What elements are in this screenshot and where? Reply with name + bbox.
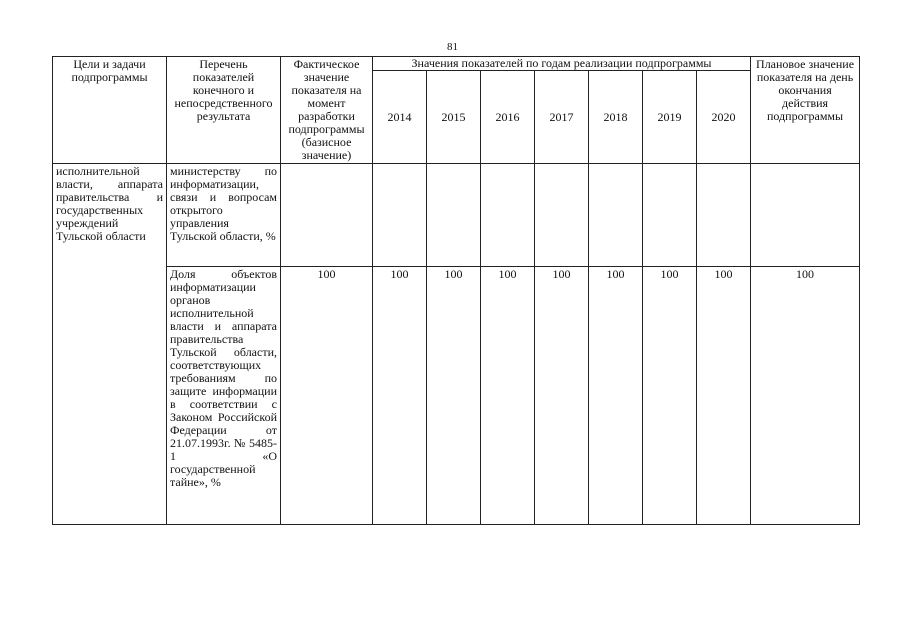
year-value-cell <box>373 164 427 267</box>
goal-cell: исполнительной власти, аппарата правительства и государственных учреждений Тульской области <box>53 164 167 525</box>
header-year-2016: 2016 <box>481 71 535 164</box>
indicator-cell: министерству по информатизации, связи и вопросам открытого управления Тульской области, % <box>167 164 281 267</box>
year-value-cell: 100 <box>427 267 481 525</box>
header-period-group: Значения показателей по годам реализации подпрограммы <box>373 57 751 71</box>
table-row <box>53 164 860 267</box>
year-value-cell <box>535 164 589 267</box>
year-value-cell: 100 <box>643 267 697 525</box>
year-value-cell: 100 <box>481 267 535 525</box>
year-value-cell <box>481 164 535 267</box>
header-year-2020: 2020 <box>697 71 751 164</box>
header-actual-value: Фактическое значение показателя на момент разработки подпрограммы (базисное значение) <box>281 57 373 164</box>
header-year-2017: 2017 <box>535 71 589 164</box>
year-value-cell <box>697 164 751 267</box>
page-number: 81 <box>447 41 458 53</box>
year-value-cell <box>427 164 481 267</box>
header-year-2015: 2015 <box>427 71 481 164</box>
header-planned-value: Плановое значение показателя на день окончания действия подпрограммы <box>751 57 860 164</box>
actual-value-cell <box>281 164 373 267</box>
actual-value-cell: 100 <box>281 267 373 525</box>
year-value-cell <box>643 164 697 267</box>
indicator-cell: Доля объектов информатизации органов исполнительной власти и аппарата правительства Тульской области, соответствующих требованиям по защите информации в соответствии с Законом Российской Федерации от 21.07.1993г. № 5485-1 «О государственной тайне», % <box>167 267 281 525</box>
header-indicators: Перечень показателей конечного и непосредственного результата <box>167 57 281 164</box>
indicators-table <box>52 56 860 525</box>
table-row <box>53 267 860 525</box>
year-value-cell <box>589 164 643 267</box>
table-header <box>53 57 860 164</box>
header-goals: Цели и задачи подпрограммы <box>53 57 167 164</box>
table-body <box>53 164 860 525</box>
planned-value-cell <box>751 164 860 267</box>
header-row-top <box>53 57 860 71</box>
year-value-cell: 100 <box>589 267 643 525</box>
header-year-2014: 2014 <box>373 71 427 164</box>
year-value-cell: 100 <box>373 267 427 525</box>
year-value-cell: 100 <box>697 267 751 525</box>
header-year-2019: 2019 <box>643 71 697 164</box>
header-year-2018: 2018 <box>589 71 643 164</box>
planned-value-cell: 100 <box>751 267 860 525</box>
year-value-cell: 100 <box>535 267 589 525</box>
